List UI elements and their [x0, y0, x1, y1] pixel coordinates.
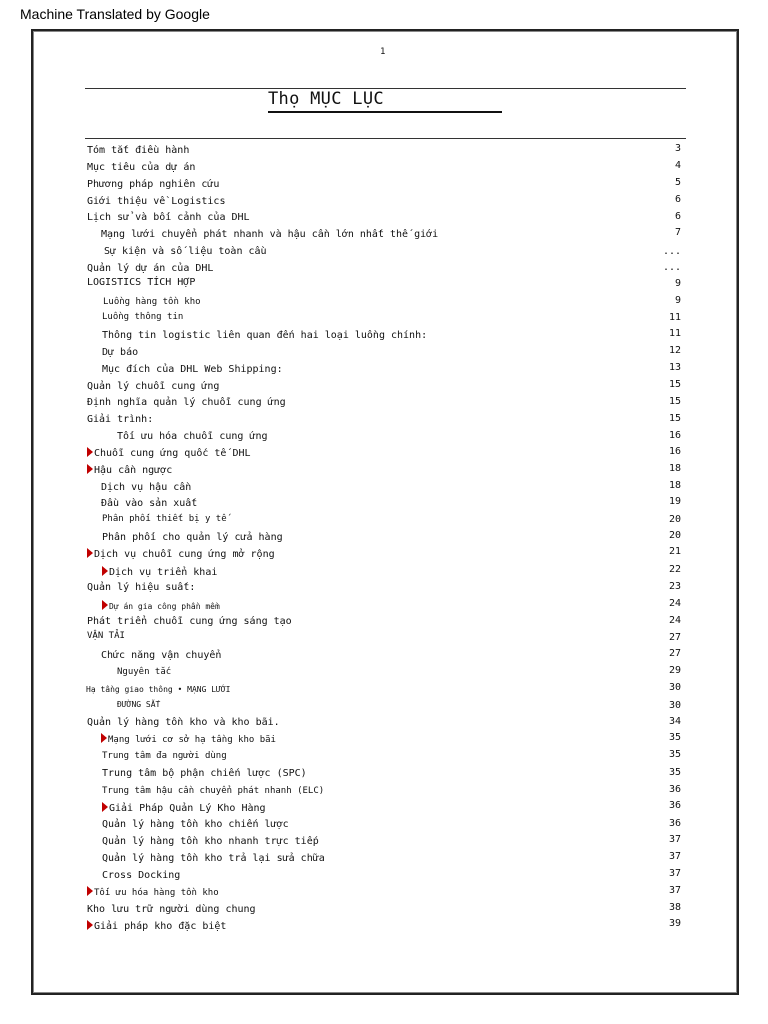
red-arrow-icon: [87, 920, 93, 930]
toc-entry: [102, 768, 307, 779]
toc-page-number: 21: [668, 546, 681, 557]
toc-entry: [87, 904, 256, 915]
toc-entry: [87, 920, 226, 932]
toc-page-number: 37: [668, 851, 681, 862]
toc-entry: [102, 514, 227, 524]
toc-entry: [87, 886, 219, 898]
toc-entry: [102, 802, 266, 814]
toc-entry-text: Giải Pháp Quản Lý Kho Hàng: [109, 803, 266, 814]
toc-entry-text: Chức năng vận chuyển: [101, 650, 222, 661]
toc-entry-text: Mục tiêu của dự án: [87, 162, 196, 173]
toc-page-number: 13: [668, 362, 681, 373]
toc-entry: [102, 312, 183, 322]
toc-entry: [117, 431, 268, 442]
toc-entry-text: Quản lý hàng tồn kho chiến lược: [102, 819, 289, 830]
toc-entry: [87, 145, 189, 156]
toc-page-number: 37: [668, 868, 681, 879]
machine-translated-label: Machine Translated by Google: [20, 6, 210, 22]
toc-entry-text: Trung tâm hậu cần chuyển phát nhanh (ELC): [102, 786, 325, 796]
toc-page-number: 4: [674, 160, 681, 171]
toc-entry: [101, 650, 221, 661]
toc-page-number: 34: [668, 716, 681, 727]
toc-entry: [86, 685, 231, 694]
toc-entry: [87, 548, 275, 560]
toc-page-number: 9: [674, 295, 681, 306]
toc-entry-text: Sự kiện và số liệu toàn cầu: [104, 246, 267, 257]
toc-entry: [87, 277, 195, 288]
toc-entry: [102, 870, 180, 881]
toc-entry-text: Chuỗi cung ứng quốc tế DHL: [94, 448, 251, 459]
toc-page-number: 15: [668, 413, 681, 424]
toc-entry: [87, 717, 280, 728]
toc-page-number: 9: [674, 278, 681, 289]
toc-page-number: 35: [668, 749, 681, 760]
toc-page-number: ...: [662, 262, 681, 273]
toc-entry-text: Quản lý hàng tồn kho trả lại sửa chữa: [102, 853, 325, 864]
toc-page-number: 36: [668, 800, 681, 811]
toc-entry-text: Giới thiệu về Logistics: [87, 196, 226, 207]
toc-entry-text: Dịch vụ chuỗi cung ứng mở rộng: [94, 549, 275, 560]
toc-entry: [102, 836, 319, 847]
toc-entry-text: Dự án gia công phần mềm: [109, 602, 220, 611]
toc-page-number: 24: [668, 615, 681, 626]
toc-entry: [87, 464, 172, 476]
toc-page-number: 27: [668, 648, 681, 659]
toc-page-number: 20: [668, 514, 681, 525]
toc-entry-text: LOGISTICS TÍCH HỢP: [87, 277, 196, 288]
toc-page-number: 20: [668, 530, 681, 541]
toc-page-number: 37: [668, 834, 681, 845]
toc-entry: [102, 364, 283, 375]
toc-entry: [87, 263, 213, 274]
toc-page-number: 11: [668, 328, 681, 339]
toc-entry-text: ĐƯỜNG SẮT: [117, 700, 161, 709]
toc-page-number: 16: [668, 446, 681, 457]
toc-entry-text: Trung tâm bộ phận chiến lược (SPC): [102, 768, 307, 779]
toc-page-number: 7: [674, 227, 681, 238]
toc-entry: [101, 229, 438, 240]
toc-entry: [87, 447, 251, 459]
toc-page-number: 12: [668, 345, 681, 356]
toc-entry-text: Định nghĩa quản lý chuỗi cung ứng: [87, 397, 286, 408]
toc-entry-text: Phân phối thiết bị y tế: [102, 514, 227, 524]
toc-entry: [87, 162, 195, 173]
toc-entry-text: Quản lý hàng tồn kho nhanh trực tiếp: [102, 836, 319, 847]
toc-entry-text: Luồng hàng tồn kho: [103, 297, 201, 307]
toc-entry: [87, 616, 292, 627]
toc-page-number: 19: [668, 496, 681, 507]
toc-page-number: 6: [674, 194, 681, 205]
toc-page-number: 36: [668, 784, 681, 795]
toc-entry: [101, 498, 197, 509]
toc-entry-text: Mạng lưới chuyển phát nhanh và hậu cần lớn nhất thế giới: [101, 229, 439, 240]
document-frame: [31, 29, 739, 995]
red-arrow-icon: [87, 464, 93, 474]
toc-page-number: 24: [668, 598, 681, 609]
toc-page-number: 5: [674, 177, 681, 188]
toc-entry: [102, 330, 427, 341]
toc-entry-text: Tối ưu hóa hàng tồn kho: [94, 888, 219, 898]
toc-entry-text: Tóm tắt điều hành: [87, 145, 190, 156]
toc-entry: [102, 566, 217, 578]
toc-entry-text: Cross Docking: [102, 870, 181, 881]
red-arrow-icon: [101, 733, 107, 743]
toc-entry-text: Quản lý dự án của DHL: [87, 263, 214, 274]
toc-entry-text: VẬN TẢI: [87, 631, 125, 641]
toc-entry-text: Dự báo: [102, 347, 139, 358]
toc-entry-text: Tối ưu hóa chuỗi cung ứng: [117, 431, 268, 442]
toc-entry: [104, 246, 267, 257]
toc-entry-text: Hạ tầng giao thông • MẠNG LƯỚI: [86, 685, 231, 694]
toc-entry: [87, 212, 250, 223]
toc-entry-text: Quản lý chuỗi cung ứng: [87, 381, 220, 392]
toc-entry: [87, 179, 219, 190]
toc-page-number: ...: [662, 246, 681, 257]
red-arrow-icon: [87, 886, 93, 896]
toc-entry: [117, 667, 171, 677]
toc-entry-text: Lịch sử và bối cảnh của DHL: [87, 212, 250, 223]
toc-entry: [102, 786, 324, 796]
toc-entry-text: Đầu vào sản xuất: [101, 498, 198, 509]
toc-page-number: 27: [668, 632, 681, 643]
toc-page-number: 36: [668, 818, 681, 829]
toc-page-number: 35: [668, 732, 681, 743]
toc-page-number: 3: [674, 143, 681, 154]
toc-entry-text: Nguyên tắc: [117, 667, 172, 677]
toc-entry: [102, 853, 325, 864]
toc-entry: [103, 297, 201, 307]
toc-entry-text: Luồng thông tin: [102, 312, 184, 322]
red-arrow-icon: [102, 600, 108, 610]
toc-entry-text: Giải trình:: [87, 414, 154, 425]
red-arrow-icon: [102, 802, 108, 812]
toc-page-number: 30: [668, 682, 681, 693]
toc-entry: [87, 381, 219, 392]
toc-page-number: 35: [668, 767, 681, 778]
toc-page-number: 23: [668, 581, 681, 592]
toc-entry-text: Hậu cần ngược: [94, 465, 173, 476]
top-rule: [85, 88, 686, 89]
toc-entry-text: Quản lý hàng tồn kho và kho bãi.: [87, 717, 280, 728]
toc-entry: [102, 819, 289, 830]
toc-entry-text: Dịch vụ triển khai: [109, 567, 218, 578]
toc-page-number: 16: [668, 430, 681, 441]
toc-page-number: 18: [668, 480, 681, 491]
toc-entry-text: Dịch vụ hậu cần: [101, 482, 192, 493]
toc-entry-text: Trung tâm đa người dùng: [102, 751, 227, 761]
toc-entry: [117, 700, 160, 709]
toc-entry: [87, 582, 195, 593]
toc-entry-text: Quản lý hiệu suất:: [87, 582, 196, 593]
toc-entry-text: Phân phối cho quản lý cửa hàng: [102, 532, 283, 543]
page-title: Thọ MỤC LỤC: [268, 89, 384, 109]
toc-page-number: 37: [668, 885, 681, 896]
toc-page-number: 15: [668, 396, 681, 407]
red-arrow-icon: [102, 566, 108, 576]
toc-entry-text: Mạng lưới cơ sở hạ tầng kho bãi: [108, 735, 276, 745]
toc-entry-text: Kho lưu trữ người dùng chung: [87, 904, 256, 915]
toc-entry: [101, 482, 191, 493]
title-underline: [268, 111, 502, 113]
toc-page-number: 39: [668, 918, 681, 929]
toc-entry: [87, 397, 286, 408]
red-arrow-icon: [87, 447, 93, 457]
toc-page-number: 29: [668, 665, 681, 676]
toc-entry: [102, 347, 138, 358]
toc-entry-text: Mục đích của DHL Web Shipping:: [102, 364, 283, 375]
toc-entry: [102, 600, 220, 611]
toc-entry-text: Phương pháp nghiên cứu: [87, 179, 220, 190]
toc-page-number: 18: [668, 463, 681, 474]
toc-page-number: 11: [668, 312, 681, 323]
toc-page-number: 30: [668, 700, 681, 711]
toc-entry: [102, 532, 283, 543]
toc-entry-text: Phát triển chuỗi cung ứng sáng tạo: [87, 616, 292, 627]
toc-entry: [102, 751, 227, 761]
toc-entry-text: Giải pháp kho đặc biệt: [94, 921, 227, 932]
toc-page-number: 15: [668, 379, 681, 390]
toc-entry: [101, 733, 276, 745]
red-arrow-icon: [87, 548, 93, 558]
toc-page-number: 22: [668, 564, 681, 575]
toc-entry-text: Thông tin logistic liên quan đến hai loại luồng chính:: [102, 330, 428, 341]
toc-entry: [87, 631, 125, 641]
toc-entry: [87, 414, 153, 425]
toc-entry: [87, 196, 225, 207]
title-bottom-rule: [85, 138, 686, 139]
toc-page-number: 6: [674, 211, 681, 222]
toc-page-number: 38: [668, 902, 681, 913]
page-number: 1: [380, 47, 386, 57]
